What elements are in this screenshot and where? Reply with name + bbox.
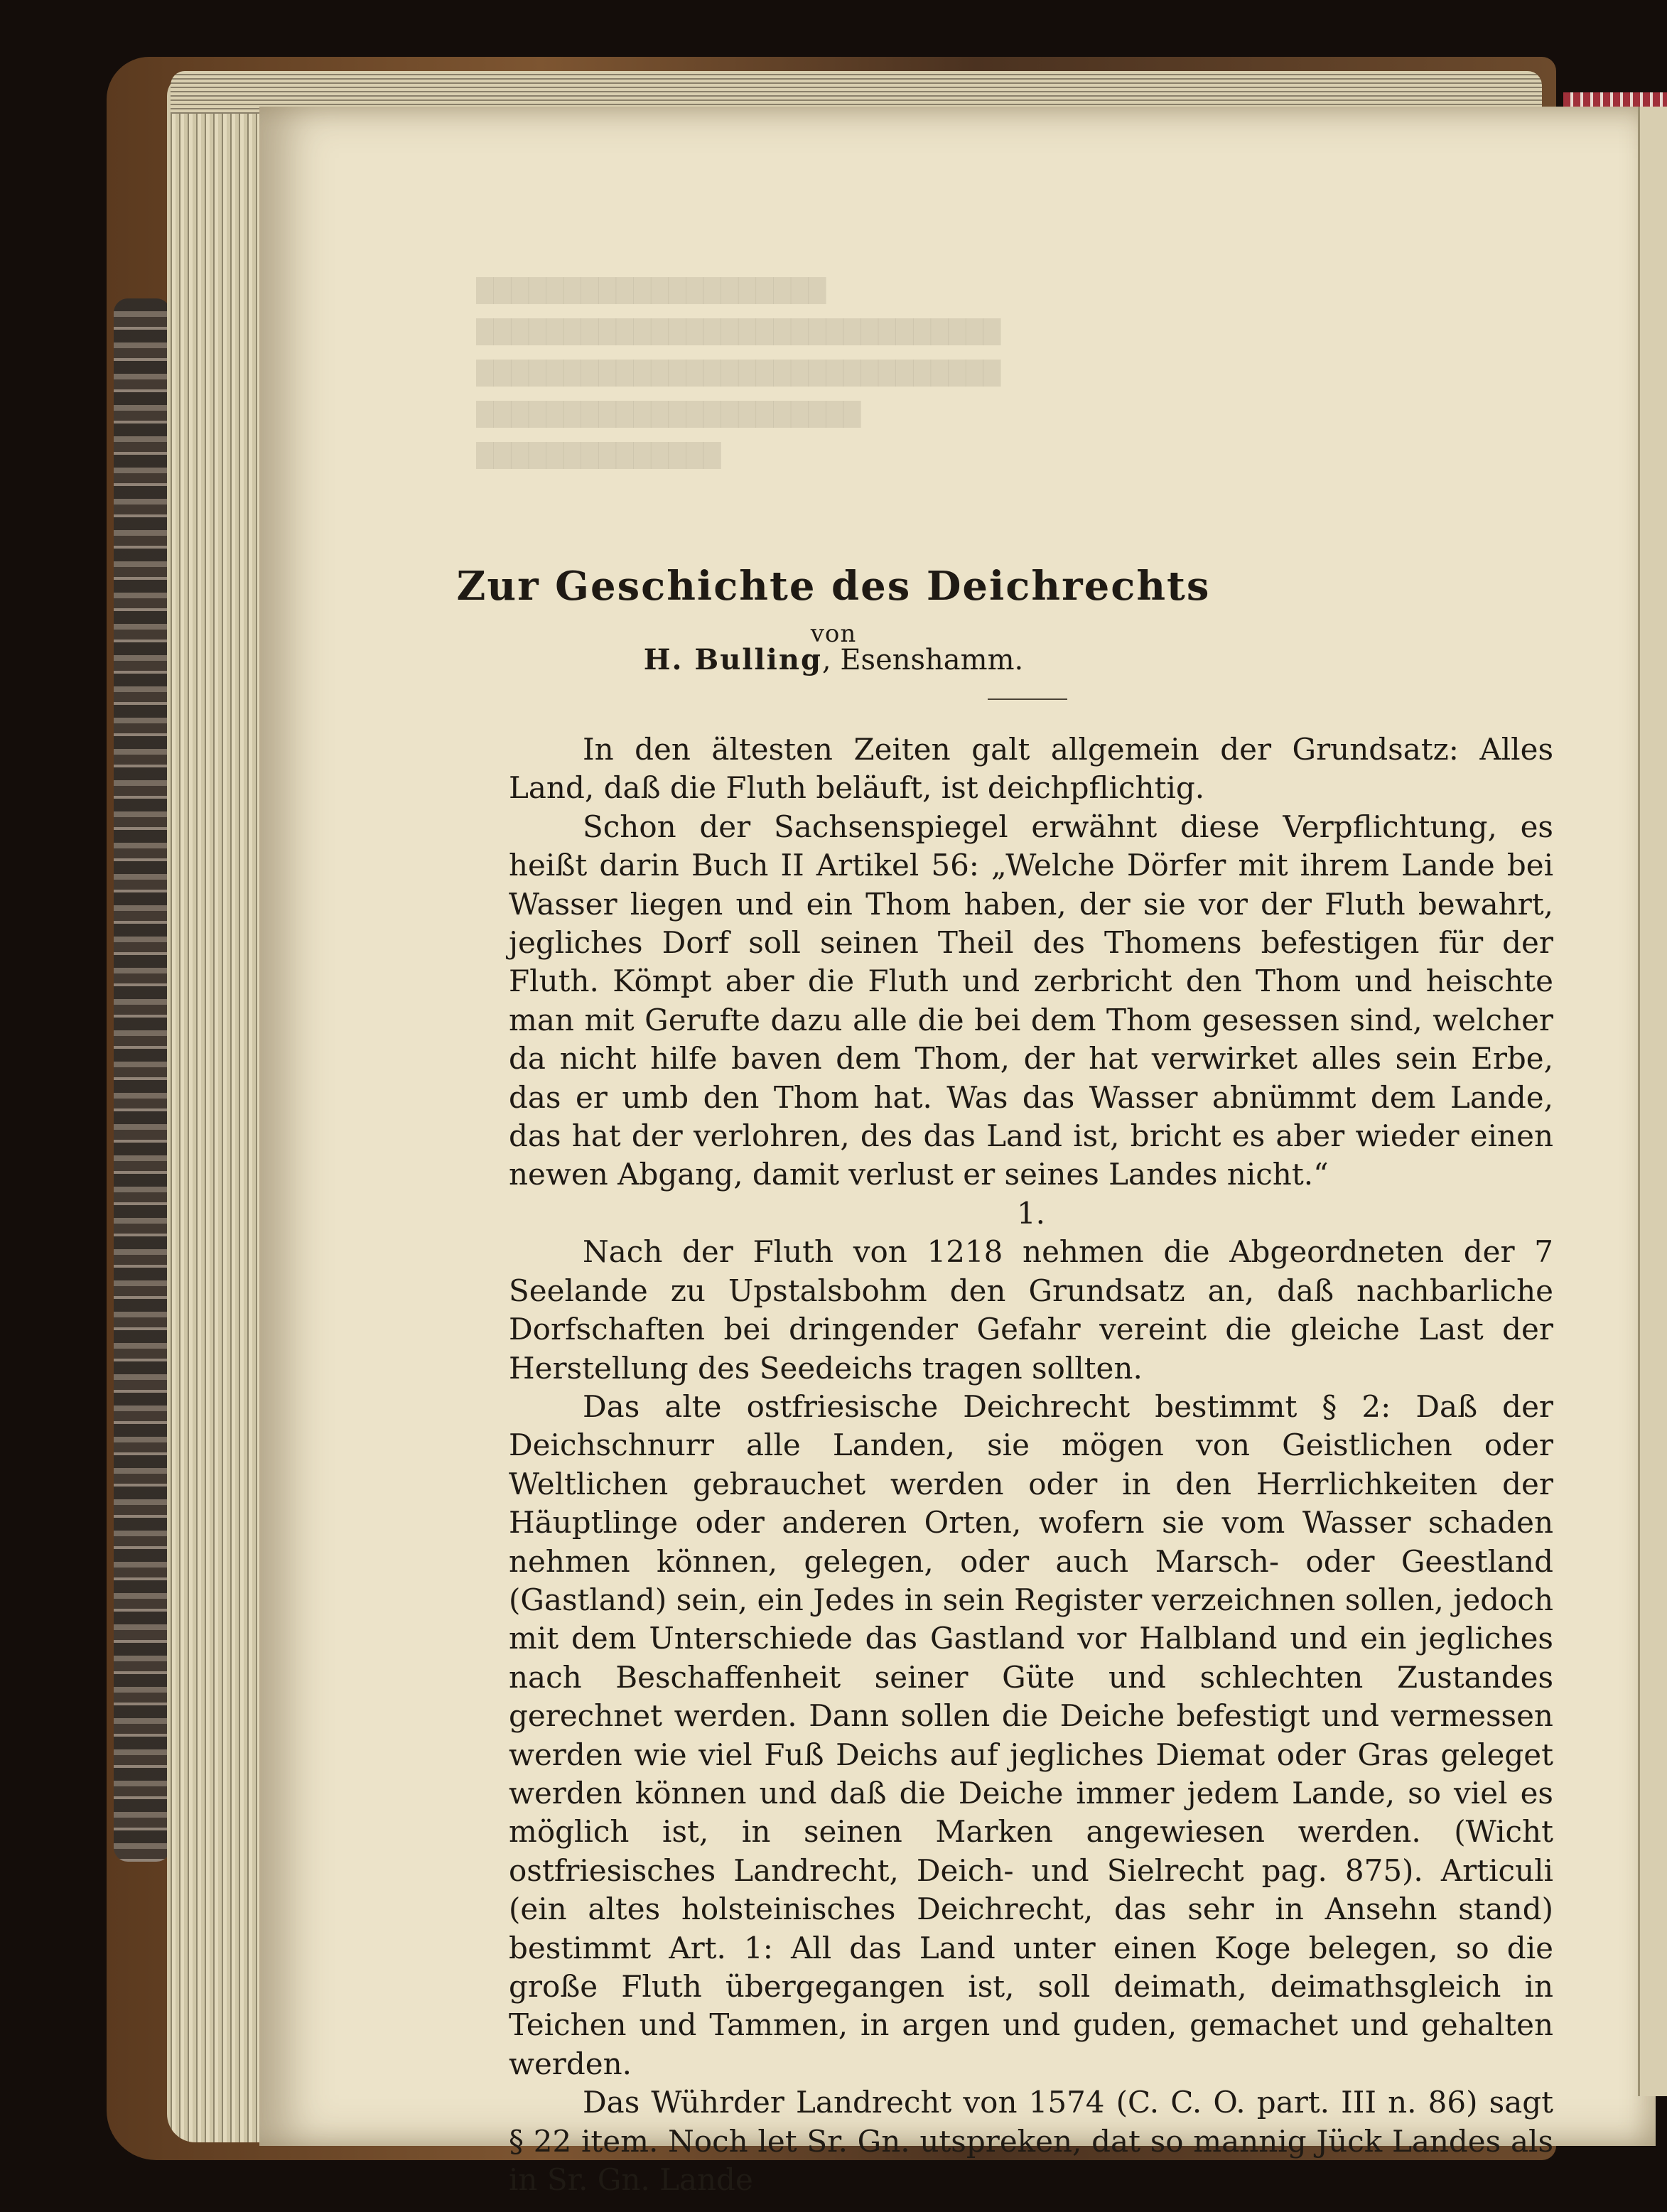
- marbled-cover-edge: [114, 298, 171, 1862]
- title-rule: [988, 698, 1067, 700]
- page-stack-edges: [167, 75, 266, 2142]
- paragraph: Schon der Sachsenspiegel erwähnt diese Verpflichtung, es heißt darin Buch II Artikel 56: „Welche Dörfer mit ihrem Lande bei Wasser liegen und ein Thom haben, der sie vor der Fluth bewahrt, jegliches Dorf soll seinen Theil des Thomens befestigen für der Fluth. Kömpt aber die Fluth und zerbricht den Thom und heischte man mit Gerufte dazu alle die bei dem Thom gesessen sind, welcher da nicht hilfe baven dem Thom, der hat verwirket alles sein Erbe, das er umb den Thom hat. Was das Wasser abnümmt dem Lande, das hat der verlohren, des das Land ist, bricht es aber wieder einen newen Abgang, damit verlust er seines Landes nicht.“: [509, 809, 1553, 1192]
- facing-page-edge: [1638, 107, 1667, 2096]
- author-line: H. Bulling, Esenshamm.: [643, 643, 1024, 676]
- paragraph: Das alte ostfriesische Deichrecht bestimmt § 2: Daß der Deichschnurr alle Landen, sie mögen von Geistlichen oder Weltlichen gebrauchet werden oder in den Herrlichkeiten der Häuptlinge oder anderen Orten, wofern sie vom Wasser schaden nehmen können, gelegen, oder auch Marsch- oder Geestland (Gastland) sein, ein Jedes in sein Register verzeichnen sollen, jedoch mit dem Unterschiede das Gastland vor Halbland und ein jegliches nach Beschaffenheit seiner Güte und schlechten Zustandes gerechnet werden. Dann sollen die Deiche befestigt und vermessen werden wie viel Fuß Deichs auf jegliches Diemat oder Gras geleget werden können und daß die Deiche immer jedem Lande, so viel es möglich ist, in seinen Marken angewiesen werden. (Wicht ostfriesisches Landrecht, Deich- und Sielrecht pag. 875). Articuli (ein altes holsteinisches Deichrecht, das sehr in Ansehn stand) bestimmt Art. 1: All das Land unter einen Koge belegen, so die große Fluth übergegangen ist, soll deimath, deimathsgleich in Teichen und Tammen, in argen und guden, gemachet und gehalten werden.: [509, 1388, 1553, 2081]
- show-through-text: ████████████████████ ██████████████████████████████ ██████████████████████████████ ██████████████████████ ██████████████: [476, 277, 1001, 469]
- author-name: H. Bulling: [643, 643, 822, 676]
- section-number: 1.: [1016, 1195, 1046, 1231]
- paragraph: Nach der Fluth von 1218 nehmen die Abgeordneten der 7 Seelande zu Upstalsbohm den Grundsatz an, daß nachbarliche Dorfschaften bei dringender Gefahr vereint die gleiche Last der Herstellung des Seedeichs tragen sollten.: [509, 1234, 1553, 1386]
- title-text: Zur Geschichte des Deichrechts: [456, 563, 1211, 610]
- byline-von: von: [810, 620, 857, 648]
- article-title: [0, 563, 1667, 648]
- paragraph: Das Wührder Landrecht von 1574 (C. C. O. part. III n. 86) sagt § 22 item. Noch let Sr. Gn. utspreken, dat so mannig Jück Landes als in Sr. Gn. Lande: [509, 2085, 1553, 2198]
- author-place: Esenshamm.: [840, 644, 1024, 676]
- paragraph: In den ältesten Zeiten galt allgemein der Grundsatz: Alles Land, daß die Fluth beläuft, ist deichpflichtig.: [509, 732, 1553, 806]
- article-body: [509, 730, 1553, 2199]
